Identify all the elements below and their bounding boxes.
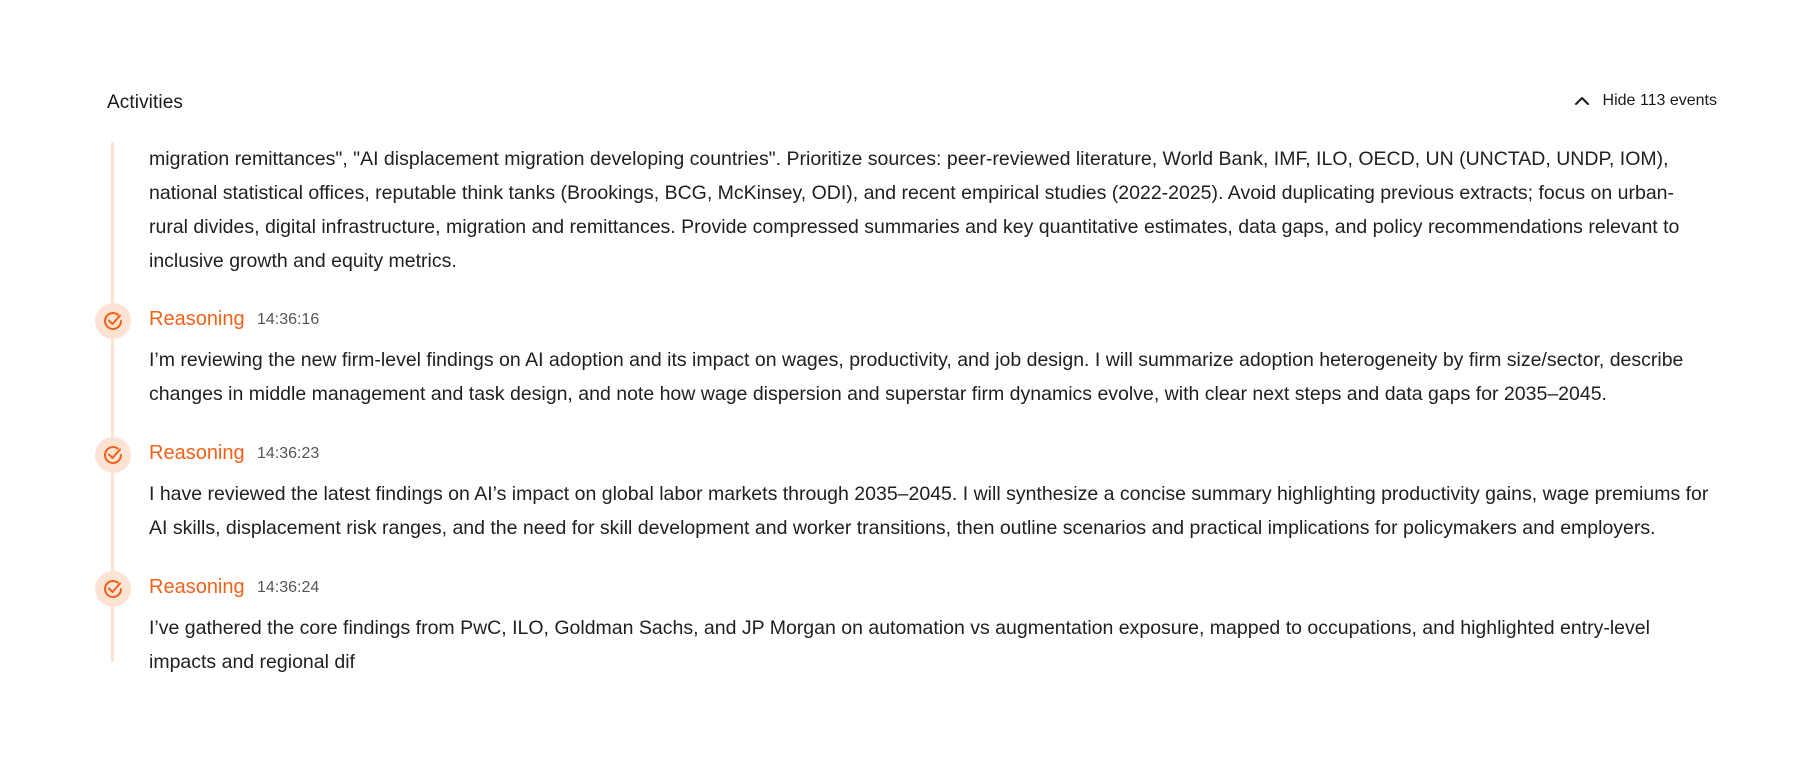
chevron-up-icon — [1573, 92, 1591, 110]
activity-entry-label: Reasoning — [149, 576, 245, 598]
activity-entry-reasoning — [107, 573, 1717, 679]
activity-entry-header — [107, 573, 1717, 603]
hide-events-label: Hide 113 events — [1602, 92, 1717, 109]
check-circle-icon — [95, 437, 131, 473]
activity-entry-label: Reasoning — [149, 442, 245, 464]
activity-entry-reasoning — [107, 439, 1717, 545]
activity-entry-text: migration remittances", "AI displacement migration developing countries". Prioritize sources: peer-reviewed literature, World Bank, IMF, ILO, OECD, UN (UNCTAD, UNDP, IOM), national statistical offices, reputable think tanks (Brookings, BCG, McKinsey, ODI), and recent empirical studies (2022-2025). Avoid duplicating previous extracts; focus on urban-rural divides, digital infrastructure, migration and remittances. Provide compressed summaries and key quantitative estimates, data gaps, and policy recommendations relevant to inclusive growth and equity metrics. — [149, 148, 1680, 272]
activity-entry-partial — [107, 142, 1717, 278]
check-circle-icon — [95, 303, 131, 339]
activity-entry-time: 14:36:23 — [257, 445, 320, 462]
activity-entry-label: Reasoning — [149, 308, 245, 330]
activity-entry-reasoning — [107, 305, 1717, 411]
activity-entry-text: I’ve gathered the core findings from PwC, ILO, Goldman Sachs, and JP Morgan on automation vs augmentation exposure, mapped to occupations, and highlighted entry-level impacts and regional dif — [149, 617, 1650, 673]
check-circle-icon — [95, 571, 131, 607]
activity-entry-header — [107, 305, 1717, 335]
activity-entry-time: 14:36:16 — [257, 311, 320, 328]
activity-entry-header — [107, 439, 1717, 469]
activities-header — [107, 84, 1717, 124]
activity-entry-time: 14:36:24 — [257, 579, 320, 596]
activity-entry-text: I have reviewed the latest findings on AI’s impact on global labor markets through 2035–2045. I will synthesize a concise summary highlighting productivity gains, wage premiums for AI skills, displacement risk ranges, and the need for skill development and worker transitions, then outline scenarios and practical implications for policymakers and employers. — [149, 483, 1709, 539]
hide-events-toggle[interactable] — [1573, 92, 1717, 110]
activities-title: Activities — [107, 92, 183, 113]
activity-entry-text: I’m reviewing the new firm-level findings on AI adoption and its impact on wages, productivity, and job design. I will summarize adoption heterogeneity by firm size/sector, describe changes in middle management and task design, and note how wage dispersion and superstar firm dynamics evolve, with clear next steps and data gaps for 2035–2045. — [149, 349, 1684, 405]
activities-panel — [107, 84, 1717, 673]
